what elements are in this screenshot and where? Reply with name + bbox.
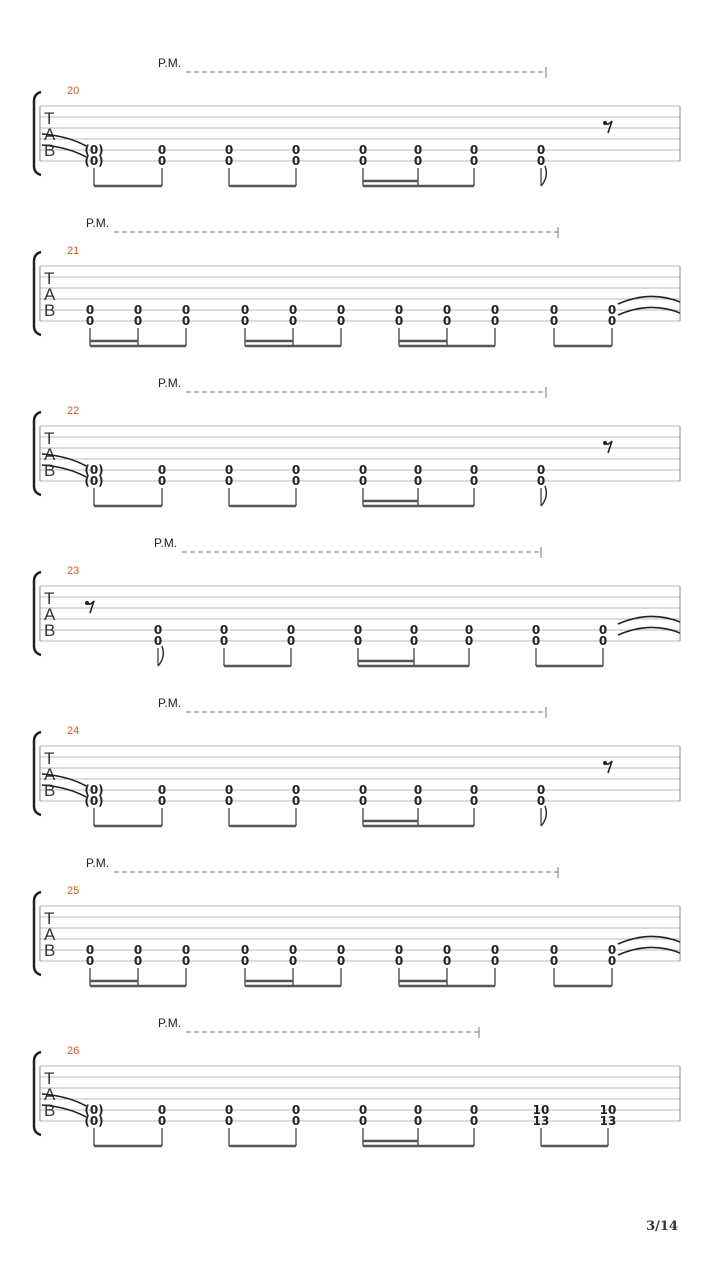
eighth-rest-dot bbox=[603, 121, 607, 125]
note-chord bbox=[84, 463, 103, 506]
note-chord bbox=[414, 143, 422, 186]
note-chord bbox=[289, 303, 297, 346]
fret-number: 0 bbox=[469, 154, 479, 168]
note-chord bbox=[84, 1103, 103, 1146]
fret-number: 0 bbox=[549, 943, 559, 957]
fret-number: 0 bbox=[536, 783, 546, 797]
tab-system-25 bbox=[34, 856, 680, 986]
tab-system-26 bbox=[34, 1016, 680, 1146]
fret-number: (0) bbox=[84, 1103, 104, 1117]
fret-number: 0 bbox=[224, 143, 234, 157]
fret-number: 0 bbox=[157, 1103, 167, 1117]
note-chord bbox=[414, 783, 422, 826]
fret-number: 0 bbox=[536, 474, 546, 488]
fret-number: 0 bbox=[607, 954, 617, 968]
note-chord bbox=[86, 303, 94, 346]
fret-number: 0 bbox=[224, 783, 234, 797]
note-chord bbox=[292, 1103, 300, 1146]
tab-letter-t: T bbox=[44, 1069, 55, 1088]
tab-letter-t: T bbox=[44, 269, 55, 288]
fret-number: 0 bbox=[153, 634, 163, 648]
fret-number: 0 bbox=[288, 954, 298, 968]
palm-mute-label: P.M. bbox=[158, 1016, 182, 1030]
tab-letter-t: T bbox=[44, 749, 55, 768]
fret-number: 0 bbox=[291, 783, 301, 797]
fret-number: 0 bbox=[153, 623, 163, 637]
note-chord bbox=[470, 783, 478, 826]
note-chord bbox=[225, 143, 233, 186]
note-chord bbox=[470, 1103, 478, 1146]
tab-letter-t: T bbox=[44, 109, 55, 128]
note-chord bbox=[225, 1103, 233, 1146]
tie-arc bbox=[618, 296, 680, 304]
fret-number: (0) bbox=[84, 463, 104, 477]
tab-letter-t: T bbox=[44, 909, 55, 928]
note-chord bbox=[337, 303, 345, 346]
fret-number: 0 bbox=[85, 303, 95, 317]
fret-number: (0) bbox=[84, 154, 104, 168]
fret-number: 0 bbox=[286, 634, 296, 648]
fret-number: 0 bbox=[409, 623, 419, 637]
fret-number: 0 bbox=[181, 303, 191, 317]
fret-number: 0 bbox=[353, 634, 363, 648]
note-chord bbox=[414, 1103, 422, 1146]
fret-number: 0 bbox=[286, 623, 296, 637]
note-chord bbox=[537, 783, 545, 826]
fret-number: 0 bbox=[288, 303, 298, 317]
fret-number: 0 bbox=[224, 1114, 234, 1128]
note-chord bbox=[491, 943, 499, 986]
note-chord bbox=[550, 943, 558, 986]
fret-number: 0 bbox=[133, 954, 143, 968]
fret-number: 0 bbox=[394, 314, 404, 328]
note-chord bbox=[359, 1103, 367, 1146]
palm-mute-label: P.M. bbox=[86, 216, 110, 230]
note-chord bbox=[470, 143, 478, 186]
fret-number: 0 bbox=[358, 794, 368, 808]
fret-number: 0 bbox=[469, 1114, 479, 1128]
fret-number: 0 bbox=[469, 463, 479, 477]
note-chord bbox=[292, 783, 300, 826]
fret-number: 0 bbox=[413, 783, 423, 797]
fret-number: 0 bbox=[549, 314, 559, 328]
note-chord bbox=[134, 303, 142, 346]
note-chord bbox=[289, 943, 297, 986]
fret-number: 0 bbox=[133, 943, 143, 957]
palm-mute-label: P.M. bbox=[86, 856, 110, 870]
fret-number: 0 bbox=[157, 794, 167, 808]
fret-number: 0 bbox=[536, 794, 546, 808]
fret-number: 0 bbox=[291, 154, 301, 168]
fret-number: 0 bbox=[133, 303, 143, 317]
note-flag bbox=[541, 486, 546, 506]
fret-number: 0 bbox=[291, 143, 301, 157]
note-chord bbox=[537, 143, 545, 186]
fret-number: 0 bbox=[413, 1114, 423, 1128]
note-chord bbox=[465, 623, 473, 666]
fret-number: 0 bbox=[85, 943, 95, 957]
fret-number: 0 bbox=[358, 1114, 368, 1128]
note-chord bbox=[395, 303, 403, 346]
fret-number: 0 bbox=[291, 794, 301, 808]
fret-number: 0 bbox=[157, 154, 167, 168]
fret-number: 0 bbox=[536, 154, 546, 168]
note-chord bbox=[354, 623, 362, 666]
fret-number: 0 bbox=[549, 303, 559, 317]
tab-system-24 bbox=[34, 696, 680, 826]
fret-number: 0 bbox=[240, 314, 250, 328]
fret-number: 0 bbox=[394, 943, 404, 957]
fret-number: 0 bbox=[413, 474, 423, 488]
note-chord bbox=[608, 943, 616, 986]
note-chord bbox=[86, 943, 94, 986]
tab-letter-a: A bbox=[44, 925, 56, 944]
tie-arc bbox=[618, 307, 680, 315]
fret-number: 0 bbox=[469, 783, 479, 797]
fret-number: 0 bbox=[536, 463, 546, 477]
tab-letter-b: B bbox=[44, 781, 56, 800]
palm-mute-label: P.M. bbox=[158, 56, 182, 70]
tab-letter-b: B bbox=[44, 1101, 56, 1120]
fret-number: 0 bbox=[469, 143, 479, 157]
eighth-rest-dot bbox=[603, 761, 607, 765]
fret-number: 0 bbox=[291, 463, 301, 477]
fret-number: 0 bbox=[442, 303, 452, 317]
tab-letter-a: A bbox=[44, 285, 56, 304]
tab-letter-t: T bbox=[44, 429, 55, 448]
note-chord bbox=[550, 303, 558, 346]
fret-number: 0 bbox=[224, 154, 234, 168]
fret-number: 0 bbox=[157, 474, 167, 488]
note-chord bbox=[292, 143, 300, 186]
fret-number: 0 bbox=[490, 314, 500, 328]
fret-number: 0 bbox=[336, 943, 346, 957]
tab-letter-b: B bbox=[44, 941, 56, 960]
fret-number: 0 bbox=[442, 954, 452, 968]
tab-letter-b: B bbox=[44, 621, 56, 640]
eighth-rest-dot bbox=[603, 441, 607, 445]
fret-number: 0 bbox=[240, 954, 250, 968]
fret-number: 0 bbox=[607, 303, 617, 317]
fret-number: 0 bbox=[536, 143, 546, 157]
fret-number: 0 bbox=[442, 314, 452, 328]
fret-number: 0 bbox=[133, 314, 143, 328]
note-chord bbox=[158, 783, 166, 826]
note-flag bbox=[541, 806, 546, 826]
fret-number: 0 bbox=[219, 634, 229, 648]
fret-number: 0 bbox=[181, 954, 191, 968]
tab-system-20 bbox=[34, 56, 680, 186]
note-chord bbox=[225, 783, 233, 826]
fret-number: 0 bbox=[224, 794, 234, 808]
tab-letter-b: B bbox=[44, 461, 56, 480]
fret-number: 0 bbox=[358, 154, 368, 168]
note-chord bbox=[533, 1103, 550, 1146]
note-chord bbox=[443, 943, 451, 986]
fret-number: 0 bbox=[224, 463, 234, 477]
fret-number: 0 bbox=[358, 783, 368, 797]
tab-system-23 bbox=[34, 536, 680, 666]
fret-number: (0) bbox=[84, 1114, 104, 1128]
fret-number: 0 bbox=[358, 463, 368, 477]
note-chord bbox=[84, 783, 103, 826]
note-chord bbox=[158, 463, 166, 506]
note-chord bbox=[414, 463, 422, 506]
note-chord bbox=[287, 623, 295, 666]
fret-number: 0 bbox=[240, 943, 250, 957]
note-chord bbox=[134, 943, 142, 986]
fret-number: 0 bbox=[336, 303, 346, 317]
fret-number: 0 bbox=[358, 1103, 368, 1117]
fret-number: 0 bbox=[394, 954, 404, 968]
fret-number: 0 bbox=[157, 143, 167, 157]
tie-arc bbox=[618, 947, 680, 955]
fret-number: 0 bbox=[469, 474, 479, 488]
note-flag bbox=[541, 166, 546, 186]
fret-number: 0 bbox=[549, 954, 559, 968]
fret-number: 0 bbox=[442, 943, 452, 957]
note-chord bbox=[154, 623, 162, 666]
fret-number: 0 bbox=[464, 623, 474, 637]
fret-number: 0 bbox=[157, 1114, 167, 1128]
note-chord bbox=[608, 303, 616, 346]
fret-number: 0 bbox=[531, 623, 541, 637]
tab-letter-b: B bbox=[44, 301, 56, 320]
note-chord bbox=[241, 943, 249, 986]
fret-number: 0 bbox=[85, 954, 95, 968]
fret-number: 0 bbox=[598, 634, 608, 648]
fret-number: 0 bbox=[413, 794, 423, 808]
tie-arc bbox=[618, 936, 680, 944]
note-chord bbox=[359, 463, 367, 506]
fret-number: 0 bbox=[291, 474, 301, 488]
tie-arc bbox=[618, 616, 680, 624]
tab-system-22 bbox=[34, 376, 680, 506]
note-chord bbox=[225, 463, 233, 506]
bar-number: 20 bbox=[67, 85, 80, 97]
fret-number: 0 bbox=[181, 314, 191, 328]
note-chord bbox=[600, 1103, 617, 1146]
note-chord bbox=[158, 1103, 166, 1146]
fret-number: 0 bbox=[490, 303, 500, 317]
bar-number: 24 bbox=[67, 725, 80, 737]
note-chord bbox=[359, 783, 367, 826]
fret-number: 0 bbox=[336, 954, 346, 968]
note-chord bbox=[410, 623, 418, 666]
note-chord bbox=[292, 463, 300, 506]
fret-number: 0 bbox=[224, 1103, 234, 1117]
note-chord bbox=[359, 143, 367, 186]
fret-number: 0 bbox=[288, 314, 298, 328]
fret-number: 13 bbox=[532, 1114, 550, 1128]
note-chord bbox=[158, 143, 166, 186]
note-chord bbox=[491, 303, 499, 346]
fret-number: 0 bbox=[413, 154, 423, 168]
note-chord bbox=[470, 463, 478, 506]
bar-number: 26 bbox=[67, 1045, 80, 1057]
fret-number: 0 bbox=[394, 303, 404, 317]
note-chord bbox=[182, 303, 190, 346]
fret-number: 0 bbox=[531, 634, 541, 648]
fret-number: 13 bbox=[599, 1114, 617, 1128]
tab-letter-a: A bbox=[44, 605, 56, 624]
bar-number: 21 bbox=[67, 245, 80, 257]
fret-number: 0 bbox=[469, 794, 479, 808]
note-chord bbox=[220, 623, 228, 666]
note-chord bbox=[443, 303, 451, 346]
note-flag bbox=[158, 646, 163, 666]
tab-letter-t: T bbox=[44, 589, 55, 608]
tab-letter-a: A bbox=[44, 445, 56, 464]
note-chord bbox=[84, 143, 103, 186]
fret-number: 0 bbox=[464, 634, 474, 648]
tab-letter-a: A bbox=[44, 1085, 56, 1104]
fret-number: 0 bbox=[469, 1103, 479, 1117]
fret-number: (0) bbox=[84, 794, 104, 808]
fret-number: 0 bbox=[413, 463, 423, 477]
fret-number: 0 bbox=[157, 783, 167, 797]
note-chord bbox=[337, 943, 345, 986]
fret-number: 0 bbox=[291, 1103, 301, 1117]
note-chord bbox=[395, 943, 403, 986]
fret-number: 0 bbox=[413, 1103, 423, 1117]
fret-number: 0 bbox=[240, 303, 250, 317]
fret-number: 0 bbox=[291, 1114, 301, 1128]
fret-number: 0 bbox=[598, 623, 608, 637]
tab-letter-a: A bbox=[44, 765, 56, 784]
fret-number: 0 bbox=[358, 143, 368, 157]
fret-number: (0) bbox=[84, 143, 104, 157]
fret-number: (0) bbox=[84, 474, 104, 488]
fret-number: 0 bbox=[409, 634, 419, 648]
note-chord bbox=[537, 463, 545, 506]
fret-number: 0 bbox=[607, 314, 617, 328]
eighth-rest-dot bbox=[85, 601, 89, 605]
bar-number: 22 bbox=[67, 405, 80, 417]
bar-number: 25 bbox=[67, 885, 80, 897]
page-number: 3/14 bbox=[646, 1219, 678, 1234]
fret-number: 0 bbox=[181, 943, 191, 957]
note-chord bbox=[532, 623, 540, 666]
fret-number: 0 bbox=[288, 943, 298, 957]
palm-mute-label: P.M. bbox=[158, 376, 182, 390]
fret-number: 0 bbox=[358, 474, 368, 488]
note-chord bbox=[599, 623, 607, 666]
fret-number: 0 bbox=[219, 623, 229, 637]
palm-mute-label: P.M. bbox=[158, 696, 182, 710]
fret-number: 0 bbox=[157, 463, 167, 477]
fret-number: 0 bbox=[413, 143, 423, 157]
fret-number: 0 bbox=[224, 474, 234, 488]
fret-number: (0) bbox=[84, 783, 104, 797]
bar-number: 23 bbox=[67, 565, 80, 577]
note-chord bbox=[241, 303, 249, 346]
tab-system-21 bbox=[34, 216, 680, 346]
fret-number: 10 bbox=[532, 1103, 550, 1117]
fret-number: 0 bbox=[490, 943, 500, 957]
fret-number: 0 bbox=[353, 623, 363, 637]
fret-number: 0 bbox=[85, 314, 95, 328]
tab-letter-b: B bbox=[44, 141, 56, 160]
fret-number: 10 bbox=[599, 1103, 617, 1117]
palm-mute-label: P.M. bbox=[154, 536, 178, 550]
fret-number: 0 bbox=[490, 954, 500, 968]
fret-number: 0 bbox=[607, 943, 617, 957]
fret-number: 0 bbox=[336, 314, 346, 328]
note-chord bbox=[182, 943, 190, 986]
tab-letter-a: A bbox=[44, 125, 56, 144]
tie-arc bbox=[618, 627, 680, 635]
